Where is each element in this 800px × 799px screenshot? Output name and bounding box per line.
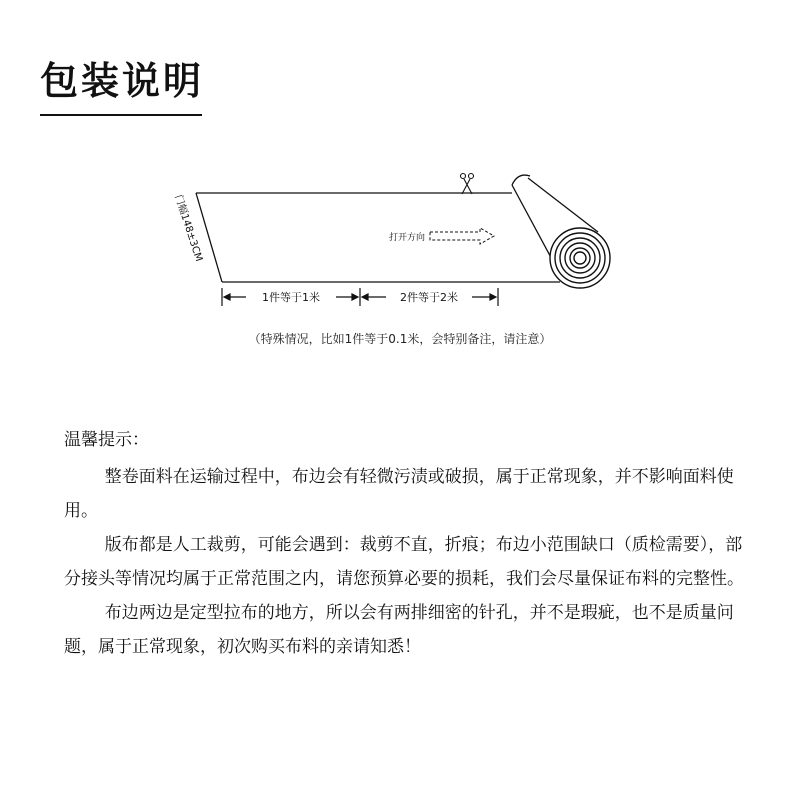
scissors-icon — [461, 174, 474, 195]
measure-1-label: 1件等于1米 — [262, 291, 320, 304]
fabric-roll-diagram — [160, 160, 620, 320]
fabric-sheet — [196, 193, 560, 282]
tips-paragraph: 布边两边是定型拉布的地方，所以会有两排细密的针孔，并不是瑕疵，也不是质量问题，属于正常现象，初次购买布料的亲请知悉！ — [64, 603, 734, 657]
tips-section — [64, 423, 754, 664]
tips-paragraph: 版布都是人工裁剪，可能会遇到：裁剪不直，折痕；布边小范围缺口（质检需要），部分接头等情况均属于正常范围之内，请您预算必要的损耗，我们会尽量保证布料的完整性。 — [64, 535, 744, 589]
tips-heading: 温馨提示： — [64, 430, 149, 450]
title-underline — [40, 114, 202, 116]
page-title: 包装说明 — [40, 59, 205, 103]
open-direction-arrow-icon — [430, 228, 494, 244]
special-case-note: （特殊情况，比如1件等于0.1米，会特别备注，请注意） — [248, 332, 552, 346]
roll-spiral-icon — [550, 228, 610, 288]
open-direction-label: 打开方向 — [388, 233, 425, 243]
tips-paragraph: 整卷面料在运输过程中，布边会有轻微污渍或破损，属于正常现象，并不影响面料使用。 — [64, 467, 734, 521]
width-label: 门幅148±3CM — [172, 193, 205, 263]
measure-2-label: 2件等于2米 — [400, 291, 458, 304]
